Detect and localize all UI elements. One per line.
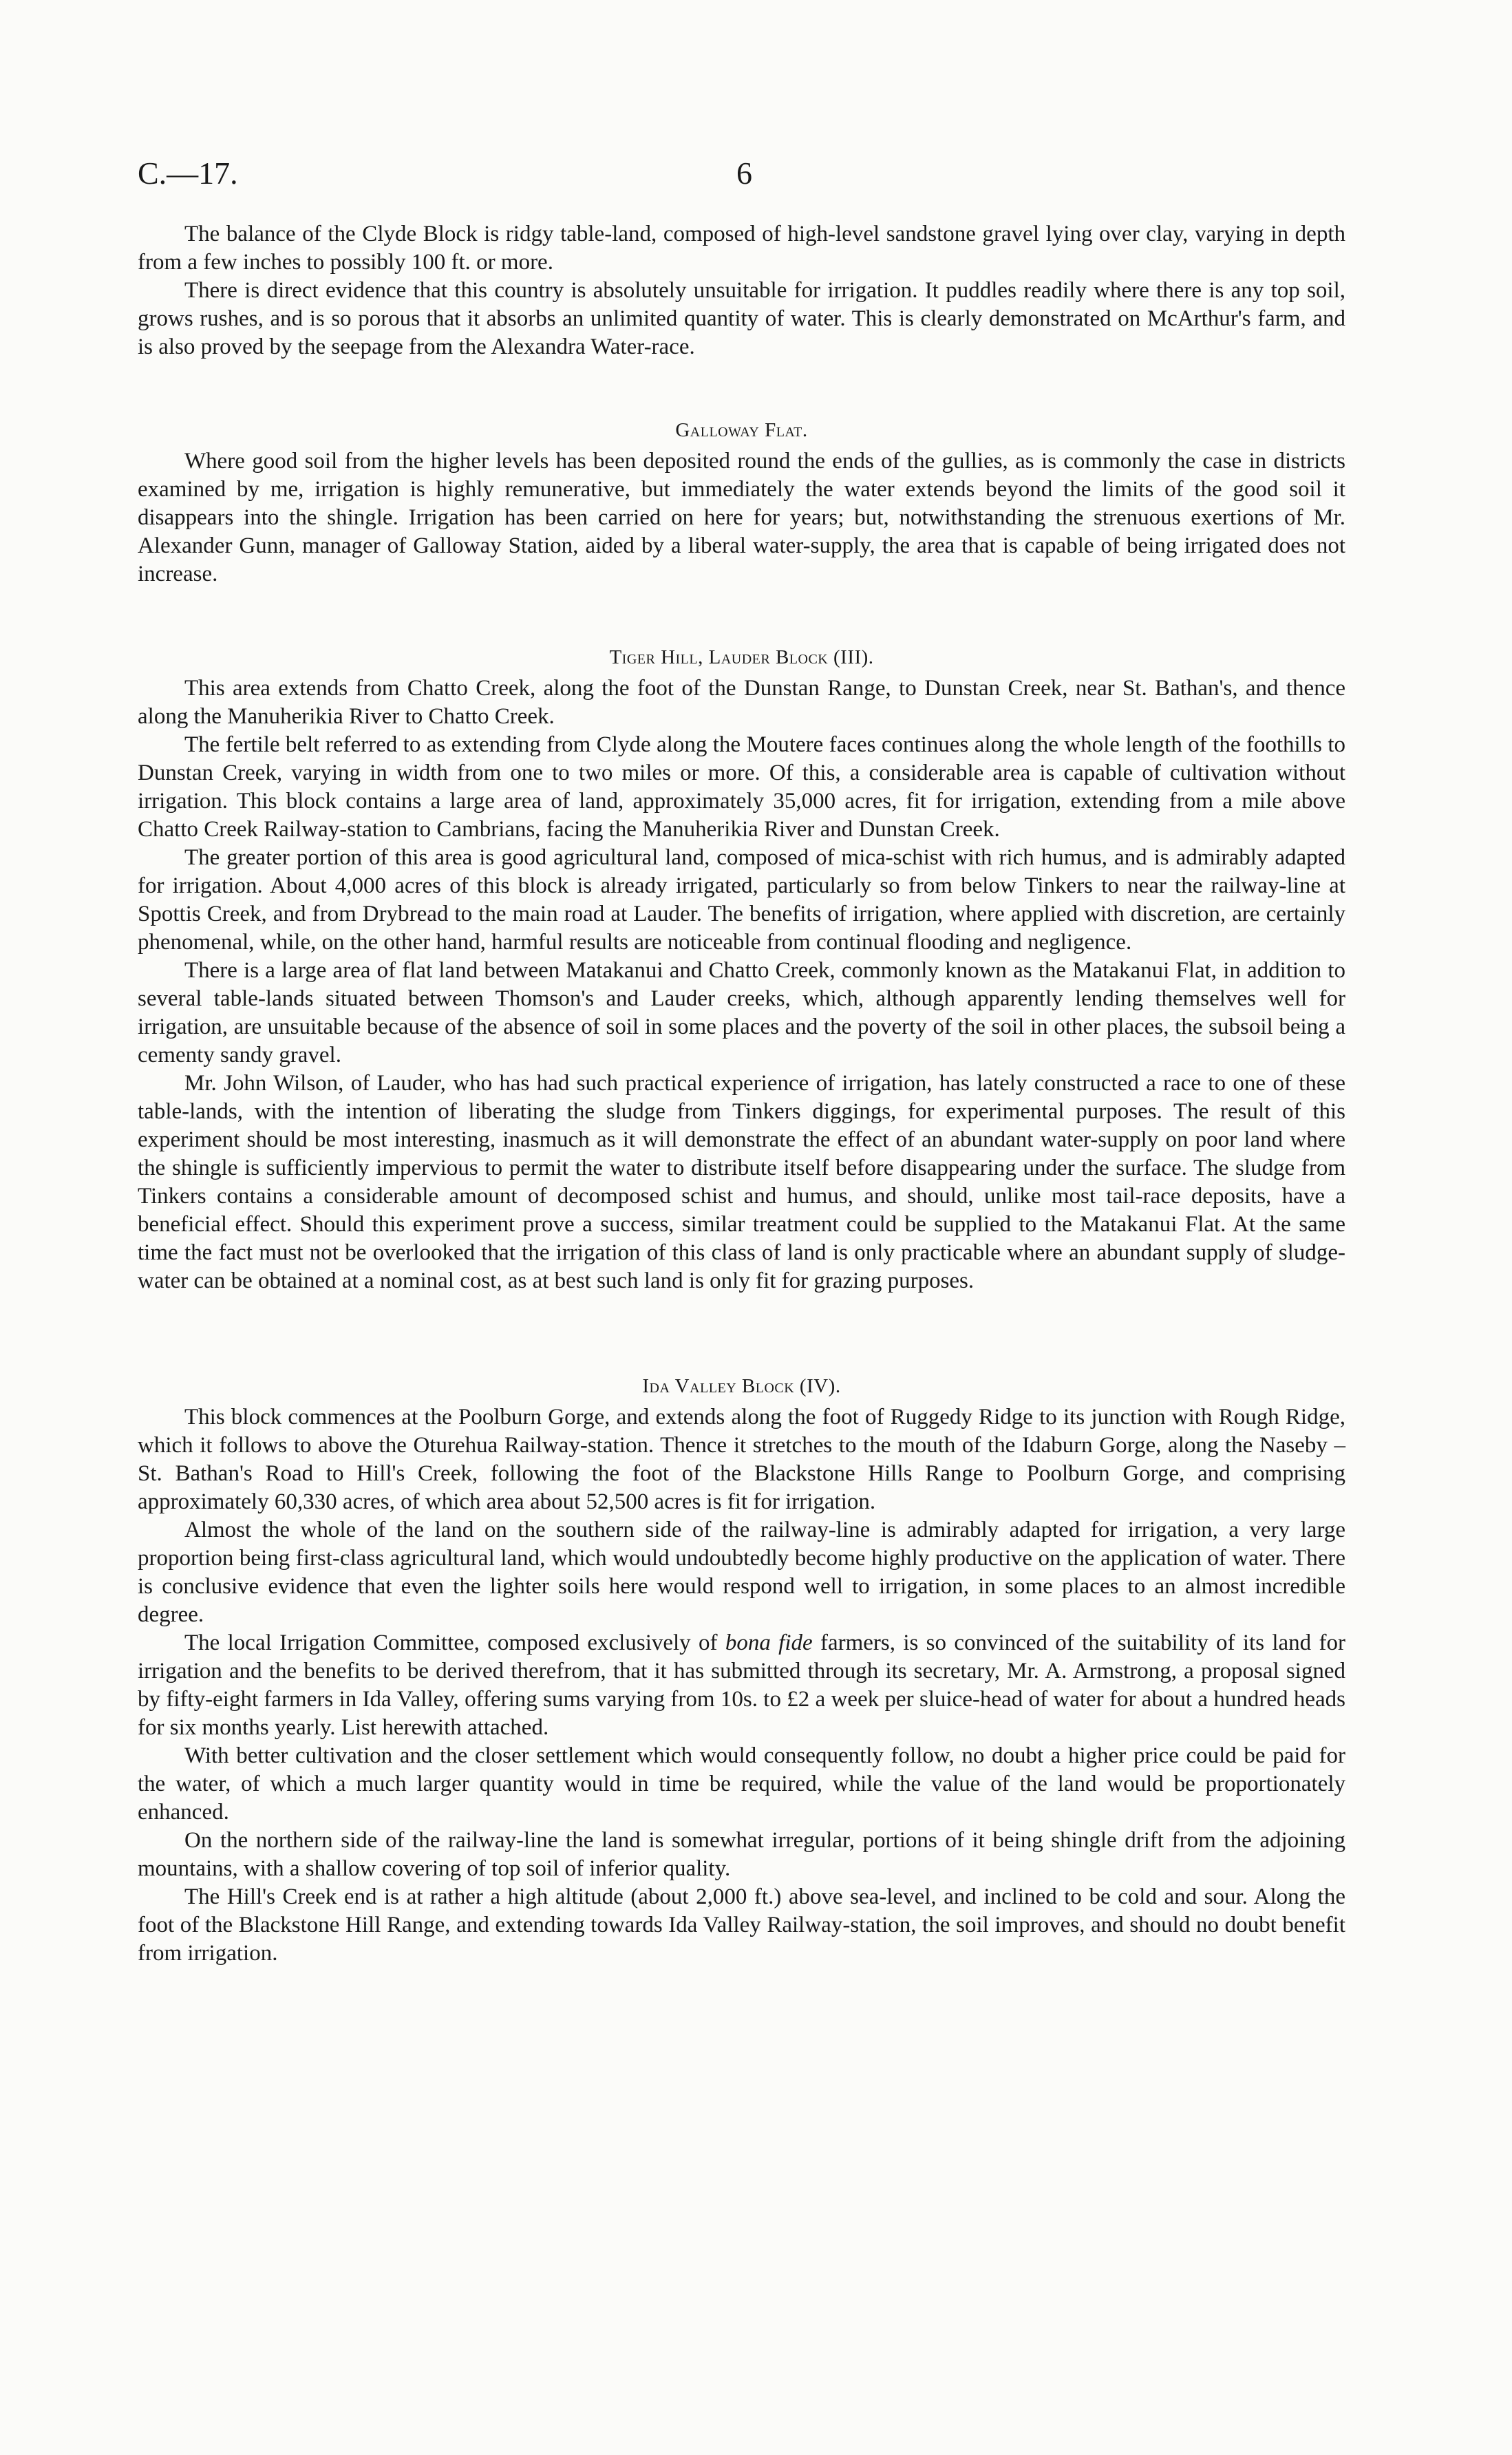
- body-paragraph: There is direct evidence that this country is absolutely unsuitable for irrigation. It puddles readily where there is any top soil, grows rushes, and is so porous that it absorbs an unlimited quantity of water. This is clearly demonstrated on McArthur's farm, and is also proved by the seepage from the Alexandra Water-race.: [138, 278, 1345, 359]
- section-heading-tiger-hill: Tiger Hill, Lauder Block (III).: [609, 646, 874, 668]
- body-paragraph: Almost the whole of the land on the southern side of the railway-line is admirably adapted for irrigation, a very large proportion being first-class agricultural land, which would undoubtedly become highly productive on the application of water. There is conclusive evidence that even the lighter soils here would respond well to irrigation, in some places to an almost incredible degree.: [138, 1518, 1345, 1627]
- body-paragraph-committee: [138, 1629, 1345, 1742]
- body-paragraph: The fertile belt referred to as extending from Clyde along the Moutere faces continues along the whole length of the foothills to Dunstan Creek, varying in width from one to two miles or more. Of this, a considerable area is capable of cultivation without irrigation. This block contains a large area of land, approximately 35,000 acres, fit for irrigation, extending from a mile above Chatto Creek Railway-station to Cambrians, facing the Manuherikia River and Dunstan Creek.: [138, 732, 1345, 842]
- page-body: [138, 220, 1345, 1968]
- body-paragraph: On the northern side of the railway-line the land is somewhat irregular, portions of it being shingle drift from the adjoining mountains, with a shallow covering of top soil of inferior quality.: [138, 1828, 1345, 1881]
- section-spacer: [138, 588, 1345, 644]
- body-paragraph: The greater portion of this area is good agricultural land, composed of mica-schist with rich humus, and is admirably adapted for irrigation. About 4,000 acres of this block is already irrigated, particularly so from below Tinkers to near the railway-line at Spottis Creek, and from Drybread to the main road at Lauder. The benefits of irrigation, where applied with discretion, are certainly phenomenal, while, on the other hand, harmful results are noticeable from continual flooding and negligence.: [138, 845, 1345, 955]
- committee-text-after: farmers, is so convinced of the suitability of its land for irrigation and the benefits to be derived therefrom, that it has submitted through its secretary, Mr. A. Armstrong, a proposal signed by fifty-eight farmers in Ida Valley, offering sums varying from 10s. to £2 a week per sluice-head of water for about a hundred heads for six months yearly. List herewith attached.: [138, 1630, 1345, 1740]
- page-header: [138, 155, 1374, 196]
- section-heading-galloway-flat: Galloway Flat.: [675, 419, 808, 441]
- document-code: C.—17.: [138, 156, 238, 191]
- section-heading-ida-valley: Ida Valley Block (IV).: [642, 1375, 841, 1397]
- body-paragraph: This area extends from Chatto Creek, along the foot of the Dunstan Range, to Dunstan Creek, near St. Bathan's, and thence along the Manuherikia River to Chatto Creek.: [138, 676, 1345, 729]
- body-paragraph: Where good soil from the higher levels has been deposited round the ends of the gullies, as is commonly the case in districts examined by me, irrigation is highly remunerative, but immediately the water extends beyond the limits of the good soil it disappears into the shingle. Irrigation has been carried on here for years; but, notwithstanding the strenuous exertions of Mr. Alexander Gunn, manager of Galloway Station, aided by a liberal water-supply, the area that is capable of being irrigated does not increase.: [138, 449, 1345, 586]
- committee-text-italic: bona fide: [725, 1630, 813, 1655]
- committee-text-before: The local Irrigation Committee, composed exclusively of: [184, 1630, 725, 1655]
- body-paragraph: Mr. John Wilson, of Lauder, who has had such practical experience of irrigation, has lately constructed a race to one of these table-lands, with the intention of liberating the sludge from Tinkers diggings, for experimental purposes. The result of this experiment should be most interesting, inasmuch as it will demonstrate the effect of an abundant water-supply on poor land where the shingle is sufficiently impervious to permit the water to distribute itself before disappearing under the surface. The sludge from Tinkers contains a considerable amount of decomposed schist and humus, and should, unlike most tail-race deposits, have a beneficial effect. Should this experiment prove a success, similar treatment could be supplied to the Matakanui Flat. At the same time the fact must not be overlooked that the irrigation of this class of land is only practicable where an abundant supply of sludge-water can be obtained at a nominal cost, as at best such land is only fit for grazing purposes.: [138, 1071, 1345, 1293]
- body-paragraph: The balance of the Clyde Block is ridgy table-land, composed of high-level sandstone gravel lying over clay, varying in depth from a few inches to possibly 100 ft. or more.: [138, 222, 1345, 275]
- section-spacer: [138, 1295, 1345, 1372]
- body-paragraph: This block commences at the Poolburn Gorge, and extends along the foot of Ruggedy Ridge to its junction with Rough Ridge, which it follows to above the Oturehua Railway-station. Thence it stretches to the mouth of the Idaburn Gorge, along the Naseby – St. Bathan's Road to Hill's Creek, following the foot of the Blackstone Hills Range to Poolburn Gorge, and comprising approximately 60,330 acres, of which area about 52,500 acres is fit for irrigation.: [138, 1405, 1345, 1514]
- page-number: 6: [736, 156, 752, 191]
- body-paragraph: There is a large area of flat land between Matakanui and Chatto Creek, commonly known as the Matakanui Flat, in addition to several table-lands situated between Thomson's and Lauder creeks, which, although apparently lending themselves well for irrigation, are unsuitable because of the absence of soil in some places and the poverty of the soil in other places, the subsoil being a cementy sandy gravel.: [138, 958, 1345, 1067]
- section-spacer: [138, 361, 1345, 416]
- body-paragraph: With better cultivation and the closer settlement which would consequently follow, no doubt a higher price could be paid for the water, of which a much larger quantity would in time be required, while the value of the land would be proportionately enhanced.: [138, 1743, 1345, 1825]
- body-paragraph: The Hill's Creek end is at rather a high altitude (about 2,000 ft.) above sea-level, and inclined to be cold and sour. Along the foot of the Blackstone Hill Range, and extending towards Ida Valley Railway-station, the soil improves, and should no doubt benefit from irrigation.: [138, 1884, 1345, 1966]
